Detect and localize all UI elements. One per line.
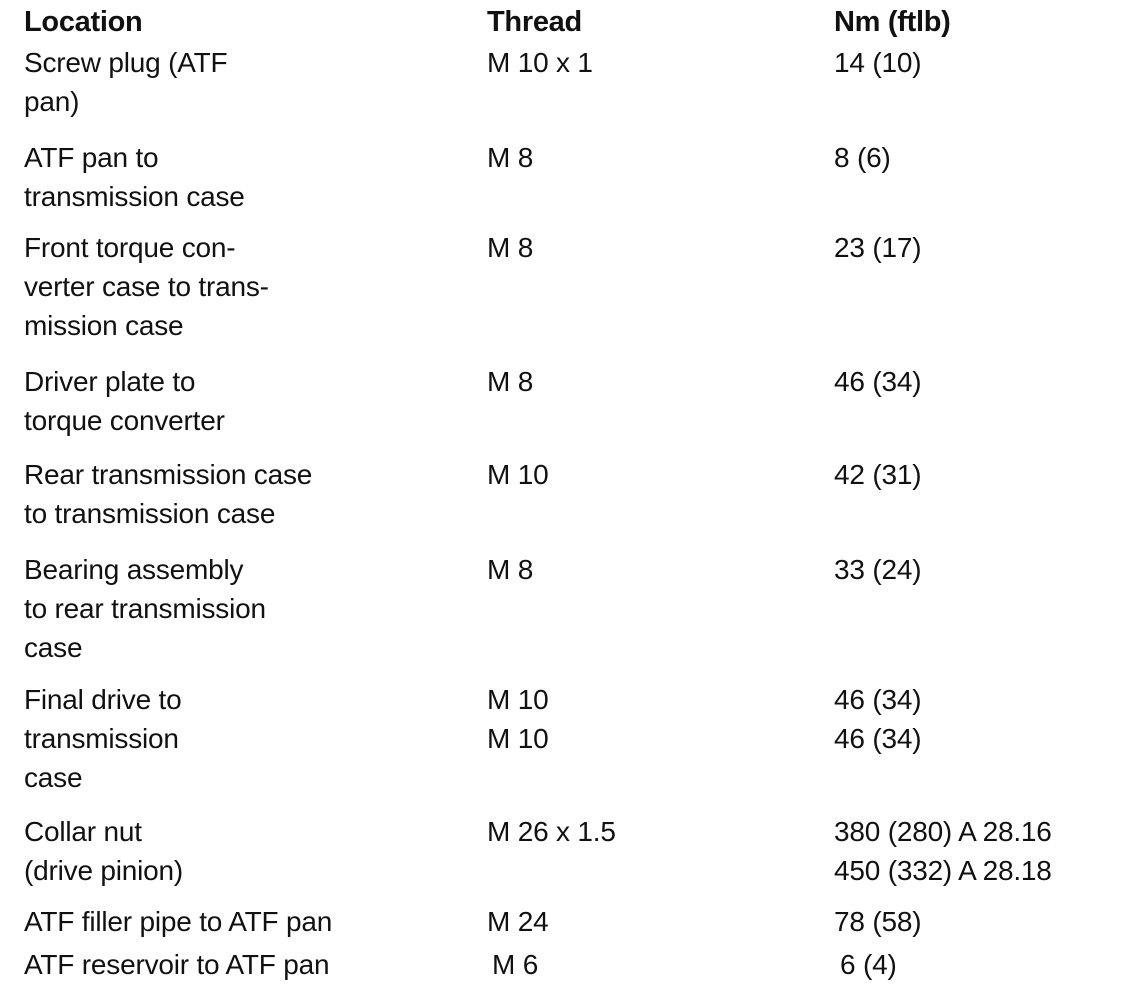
torque-cell [834, 138, 1134, 177]
torque-value: 33 (24) [834, 554, 922, 585]
torque-cell [834, 812, 1134, 890]
thread-cell [487, 362, 807, 401]
torque-value: 23 (17) [834, 232, 922, 263]
thread-cell [487, 455, 807, 494]
thread-value: M 8 [487, 142, 534, 173]
torque-cell [834, 228, 1134, 267]
location-cell [24, 902, 464, 941]
location-line: transmission case [24, 181, 245, 212]
thread-cell [487, 812, 807, 851]
thread-cell [492, 945, 812, 984]
location-cell [24, 550, 464, 667]
torque-value: 450 (332) A 28.18 [834, 855, 1052, 886]
location-line: Bearing assembly [24, 554, 244, 585]
torque-value: 380 (280) A 28.16 [834, 816, 1052, 847]
torque-value: 14 (10) [834, 47, 922, 78]
location-line: Collar nut [24, 816, 142, 847]
header-torque: Nm (ftlb) [834, 6, 951, 38]
header-location: Location [24, 6, 143, 38]
thread-cell [487, 138, 807, 177]
location-line: Rear transmission case [24, 459, 313, 490]
torque-cell [834, 43, 1134, 82]
location-cell [24, 945, 464, 984]
location-cell [24, 228, 464, 345]
torque-cell [834, 362, 1134, 401]
thread-value: M 8 [487, 554, 534, 585]
location-line: Driver plate to [24, 366, 196, 397]
location-line: to transmission case [24, 498, 276, 529]
torque-value: 42 (31) [834, 459, 922, 490]
location-line: case [24, 762, 83, 793]
thread-value: M 8 [487, 366, 534, 397]
header-thread: Thread [487, 6, 582, 38]
thread-value: M 6 [492, 949, 539, 980]
torque-value: 78 (58) [834, 906, 922, 937]
thread-cell [487, 902, 807, 941]
location-cell [24, 362, 464, 440]
thread-value: M 8 [487, 232, 534, 263]
location-line: torque converter [24, 405, 225, 436]
torque-value: 6 (4) [840, 949, 897, 980]
location-line: to rear transmission [24, 593, 266, 624]
torque-cell [834, 455, 1134, 494]
location-line: (drive pinion) [24, 855, 184, 886]
thread-value: M 24 [487, 906, 549, 937]
location-line: pan) [24, 86, 80, 117]
location-line: case [24, 632, 83, 663]
location-line: ATF reservoir to ATF pan [24, 949, 330, 980]
torque-cell [834, 902, 1134, 941]
thread-value: M 10 [487, 684, 549, 715]
location-line: ATF pan to [24, 142, 159, 173]
torque-value: 46 (34) [834, 684, 922, 715]
location-line: verter case to trans- [24, 271, 269, 302]
location-cell [24, 138, 464, 216]
location-line: Screw plug (ATF [24, 47, 228, 78]
torque-cell [834, 680, 1134, 758]
location-cell [24, 680, 464, 797]
location-cell [24, 43, 464, 121]
location-cell [24, 455, 464, 533]
thread-cell [487, 228, 807, 267]
location-cell [24, 812, 464, 890]
thread-value: M 26 x 1.5 [487, 816, 616, 847]
torque-cell [834, 550, 1134, 589]
thread-value: M 10 [487, 723, 549, 754]
location-line: transmission [24, 723, 179, 754]
torque-value: 46 (34) [834, 366, 922, 397]
thread-cell [487, 43, 807, 82]
location-line: mission case [24, 310, 184, 341]
torque-value: 8 (6) [834, 142, 891, 173]
thread-value: M 10 x 1 [487, 47, 593, 78]
thread-cell [487, 680, 807, 758]
location-line: Front torque con- [24, 232, 236, 263]
thread-value: M 10 [487, 459, 549, 490]
torque-value: 46 (34) [834, 723, 922, 754]
thread-cell [487, 550, 807, 589]
location-line: Final drive to [24, 684, 182, 715]
location-line: ATF filler pipe to ATF pan [24, 906, 333, 937]
torque-cell [840, 945, 1136, 984]
